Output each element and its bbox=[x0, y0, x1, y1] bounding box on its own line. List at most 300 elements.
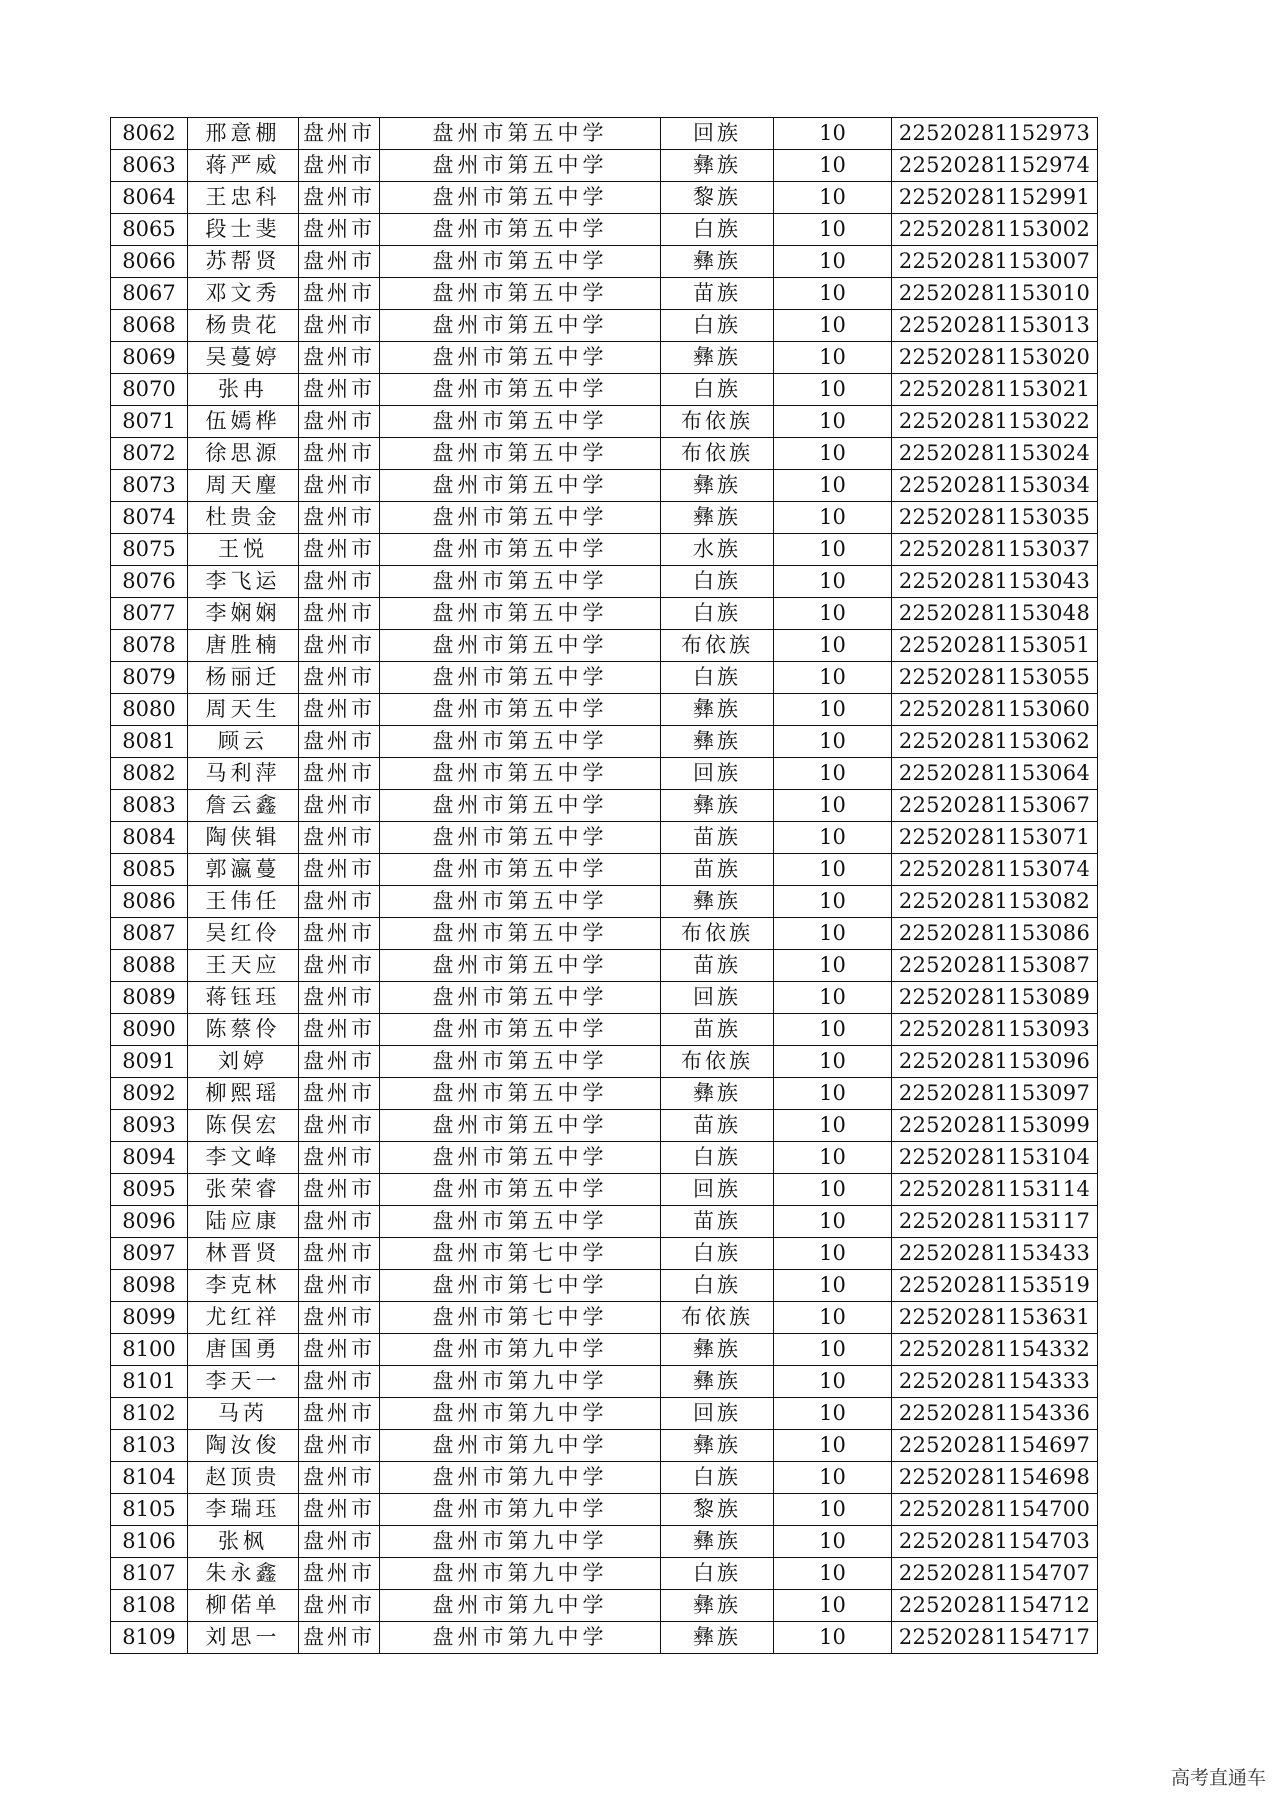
school-cell: 盘州市第七中学 bbox=[380, 1270, 661, 1302]
city-cell: 盘州市 bbox=[299, 1366, 380, 1398]
exam-id-cell: 22520281153007 bbox=[892, 246, 1098, 278]
city-cell: 盘州市 bbox=[299, 118, 380, 150]
grade-cell: 10 bbox=[774, 1622, 892, 1654]
student-name-cell: 马利萍 bbox=[188, 758, 299, 790]
serial-number-cell: 8082 bbox=[111, 758, 188, 790]
serial-number-cell: 8093 bbox=[111, 1110, 188, 1142]
student-name-cell: 朱永鑫 bbox=[188, 1558, 299, 1590]
exam-id-cell: 22520281154707 bbox=[892, 1558, 1098, 1590]
grade-cell: 10 bbox=[774, 1110, 892, 1142]
city-cell: 盘州市 bbox=[299, 1110, 380, 1142]
grade-cell: 10 bbox=[774, 982, 892, 1014]
student-name-cell: 蒋钰珏 bbox=[188, 982, 299, 1014]
grade-cell: 10 bbox=[774, 1174, 892, 1206]
ethnicity-cell: 彝族 bbox=[661, 1430, 774, 1462]
table-row bbox=[111, 982, 1098, 1014]
ethnicity-cell: 苗族 bbox=[661, 1014, 774, 1046]
student-name-cell: 唐胜楠 bbox=[188, 630, 299, 662]
exam-id-cell: 22520281153051 bbox=[892, 630, 1098, 662]
serial-number-cell: 8081 bbox=[111, 726, 188, 758]
exam-id-cell: 22520281153060 bbox=[892, 694, 1098, 726]
ethnicity-cell: 白族 bbox=[661, 1462, 774, 1494]
student-name-cell: 张枫 bbox=[188, 1526, 299, 1558]
student-name-cell: 唐国勇 bbox=[188, 1334, 299, 1366]
school-cell: 盘州市第五中学 bbox=[380, 438, 661, 470]
school-cell: 盘州市第九中学 bbox=[380, 1462, 661, 1494]
grade-cell: 10 bbox=[774, 950, 892, 982]
student-name-cell: 苏帮贤 bbox=[188, 246, 299, 278]
exam-id-cell: 22520281153071 bbox=[892, 822, 1098, 854]
school-cell: 盘州市第五中学 bbox=[380, 630, 661, 662]
table-row bbox=[111, 1078, 1098, 1110]
school-cell: 盘州市第五中学 bbox=[380, 1174, 661, 1206]
city-cell: 盘州市 bbox=[299, 1526, 380, 1558]
ethnicity-cell: 彝族 bbox=[661, 1590, 774, 1622]
student-name-cell: 邢意棚 bbox=[188, 118, 299, 150]
serial-number-cell: 8069 bbox=[111, 342, 188, 374]
student-name-cell: 陈蔡伶 bbox=[188, 1014, 299, 1046]
city-cell: 盘州市 bbox=[299, 886, 380, 918]
student-name-cell: 伍嫣桦 bbox=[188, 406, 299, 438]
serial-number-cell: 8085 bbox=[111, 854, 188, 886]
table-row bbox=[111, 566, 1098, 598]
table-row bbox=[111, 214, 1098, 246]
city-cell: 盘州市 bbox=[299, 246, 380, 278]
serial-number-cell: 8066 bbox=[111, 246, 188, 278]
city-cell: 盘州市 bbox=[299, 1398, 380, 1430]
student-name-cell: 刘婷 bbox=[188, 1046, 299, 1078]
serial-number-cell: 8089 bbox=[111, 982, 188, 1014]
table-row bbox=[111, 1558, 1098, 1590]
school-cell: 盘州市第五中学 bbox=[380, 790, 661, 822]
ethnicity-cell: 彝族 bbox=[661, 726, 774, 758]
city-cell: 盘州市 bbox=[299, 982, 380, 1014]
exam-id-cell: 22520281153064 bbox=[892, 758, 1098, 790]
school-cell: 盘州市第五中学 bbox=[380, 726, 661, 758]
table-row bbox=[111, 1110, 1098, 1142]
grade-cell: 10 bbox=[774, 150, 892, 182]
table-row bbox=[111, 438, 1098, 470]
table-row bbox=[111, 374, 1098, 406]
ethnicity-cell: 彝族 bbox=[661, 502, 774, 534]
school-cell: 盘州市第五中学 bbox=[380, 246, 661, 278]
city-cell: 盘州市 bbox=[299, 950, 380, 982]
exam-id-cell: 22520281153002 bbox=[892, 214, 1098, 246]
ethnicity-cell: 彝族 bbox=[661, 470, 774, 502]
school-cell: 盘州市第五中学 bbox=[380, 1078, 661, 1110]
serial-number-cell: 8072 bbox=[111, 438, 188, 470]
serial-number-cell: 8091 bbox=[111, 1046, 188, 1078]
grade-cell: 10 bbox=[774, 1046, 892, 1078]
exam-id-cell: 22520281153099 bbox=[892, 1110, 1098, 1142]
exam-id-cell: 22520281152973 bbox=[892, 118, 1098, 150]
city-cell: 盘州市 bbox=[299, 470, 380, 502]
school-cell: 盘州市第五中学 bbox=[380, 662, 661, 694]
city-cell: 盘州市 bbox=[299, 1078, 380, 1110]
serial-number-cell: 8083 bbox=[111, 790, 188, 822]
student-name-cell: 陶汝俊 bbox=[188, 1430, 299, 1462]
school-cell: 盘州市第五中学 bbox=[380, 886, 661, 918]
ethnicity-cell: 布依族 bbox=[661, 1046, 774, 1078]
serial-number-cell: 8065 bbox=[111, 214, 188, 246]
city-cell: 盘州市 bbox=[299, 1590, 380, 1622]
city-cell: 盘州市 bbox=[299, 1174, 380, 1206]
school-cell: 盘州市第九中学 bbox=[380, 1334, 661, 1366]
table-row bbox=[111, 950, 1098, 982]
grade-cell: 10 bbox=[774, 182, 892, 214]
ethnicity-cell: 苗族 bbox=[661, 950, 774, 982]
serial-number-cell: 8097 bbox=[111, 1238, 188, 1270]
school-cell: 盘州市第五中学 bbox=[380, 278, 661, 310]
table-row bbox=[111, 726, 1098, 758]
serial-number-cell: 8105 bbox=[111, 1494, 188, 1526]
student-name-cell: 王悦 bbox=[188, 534, 299, 566]
school-cell: 盘州市第五中学 bbox=[380, 1110, 661, 1142]
serial-number-cell: 8096 bbox=[111, 1206, 188, 1238]
city-cell: 盘州市 bbox=[299, 598, 380, 630]
school-cell: 盘州市第五中学 bbox=[380, 758, 661, 790]
grade-cell: 10 bbox=[774, 598, 892, 630]
student-name-cell: 林晋贤 bbox=[188, 1238, 299, 1270]
exam-id-cell: 22520281153631 bbox=[892, 1302, 1098, 1334]
exam-id-cell: 22520281153089 bbox=[892, 982, 1098, 1014]
city-cell: 盘州市 bbox=[299, 1014, 380, 1046]
ethnicity-cell: 苗族 bbox=[661, 1110, 774, 1142]
city-cell: 盘州市 bbox=[299, 1142, 380, 1174]
serial-number-cell: 8088 bbox=[111, 950, 188, 982]
grade-cell: 10 bbox=[774, 310, 892, 342]
school-cell: 盘州市第五中学 bbox=[380, 150, 661, 182]
student-name-cell: 邓文秀 bbox=[188, 278, 299, 310]
exam-id-cell: 22520281153093 bbox=[892, 1014, 1098, 1046]
exam-id-cell: 22520281153035 bbox=[892, 502, 1098, 534]
table-row bbox=[111, 1366, 1098, 1398]
city-cell: 盘州市 bbox=[299, 630, 380, 662]
student-name-cell: 李娴娴 bbox=[188, 598, 299, 630]
grade-cell: 10 bbox=[774, 278, 892, 310]
serial-number-cell: 8064 bbox=[111, 182, 188, 214]
grade-cell: 10 bbox=[774, 534, 892, 566]
exam-id-cell: 22520281153010 bbox=[892, 278, 1098, 310]
exam-id-cell: 22520281154336 bbox=[892, 1398, 1098, 1430]
exam-id-cell: 22520281153048 bbox=[892, 598, 1098, 630]
school-cell: 盘州市第五中学 bbox=[380, 982, 661, 1014]
ethnicity-cell: 回族 bbox=[661, 758, 774, 790]
school-cell: 盘州市第九中学 bbox=[380, 1590, 661, 1622]
table-row bbox=[111, 1590, 1098, 1622]
school-cell: 盘州市第五中学 bbox=[380, 374, 661, 406]
student-name-cell: 李飞运 bbox=[188, 566, 299, 598]
ethnicity-cell: 彝族 bbox=[661, 1526, 774, 1558]
exam-id-cell: 22520281154333 bbox=[892, 1366, 1098, 1398]
grade-cell: 10 bbox=[774, 118, 892, 150]
table-row bbox=[111, 342, 1098, 374]
student-name-cell: 段士斐 bbox=[188, 214, 299, 246]
student-name-cell: 杨贵花 bbox=[188, 310, 299, 342]
exam-id-cell: 22520281153117 bbox=[892, 1206, 1098, 1238]
city-cell: 盘州市 bbox=[299, 502, 380, 534]
city-cell: 盘州市 bbox=[299, 790, 380, 822]
school-cell: 盘州市第九中学 bbox=[380, 1494, 661, 1526]
exam-id-cell: 22520281152974 bbox=[892, 150, 1098, 182]
table-row bbox=[111, 886, 1098, 918]
city-cell: 盘州市 bbox=[299, 374, 380, 406]
exam-id-cell: 22520281153433 bbox=[892, 1238, 1098, 1270]
serial-number-cell: 8071 bbox=[111, 406, 188, 438]
exam-id-cell: 22520281153114 bbox=[892, 1174, 1098, 1206]
grade-cell: 10 bbox=[774, 1302, 892, 1334]
ethnicity-cell: 白族 bbox=[661, 1238, 774, 1270]
city-cell: 盘州市 bbox=[299, 1334, 380, 1366]
city-cell: 盘州市 bbox=[299, 1206, 380, 1238]
school-cell: 盘州市第九中学 bbox=[380, 1366, 661, 1398]
grade-cell: 10 bbox=[774, 1462, 892, 1494]
table-row bbox=[111, 278, 1098, 310]
table-row bbox=[111, 310, 1098, 342]
ethnicity-cell: 布依族 bbox=[661, 630, 774, 662]
serial-number-cell: 8094 bbox=[111, 1142, 188, 1174]
ethnicity-cell: 苗族 bbox=[661, 1206, 774, 1238]
table-row bbox=[111, 1014, 1098, 1046]
city-cell: 盘州市 bbox=[299, 182, 380, 214]
grade-cell: 10 bbox=[774, 662, 892, 694]
exam-id-cell: 22520281153024 bbox=[892, 438, 1098, 470]
student-name-cell: 吴红伶 bbox=[188, 918, 299, 950]
table-row bbox=[111, 790, 1098, 822]
student-name-cell: 张荣睿 bbox=[188, 1174, 299, 1206]
ethnicity-cell: 布依族 bbox=[661, 438, 774, 470]
student-name-cell: 王忠科 bbox=[188, 182, 299, 214]
grade-cell: 10 bbox=[774, 1494, 892, 1526]
serial-number-cell: 8070 bbox=[111, 374, 188, 406]
grade-cell: 10 bbox=[774, 214, 892, 246]
exam-id-cell: 22520281154717 bbox=[892, 1622, 1098, 1654]
exam-id-cell: 22520281152991 bbox=[892, 182, 1098, 214]
table-row bbox=[111, 1238, 1098, 1270]
ethnicity-cell: 彝族 bbox=[661, 694, 774, 726]
student-name-cell: 蒋严威 bbox=[188, 150, 299, 182]
grade-cell: 10 bbox=[774, 726, 892, 758]
exam-id-cell: 22520281154712 bbox=[892, 1590, 1098, 1622]
grade-cell: 10 bbox=[774, 630, 892, 662]
ethnicity-cell: 黎族 bbox=[661, 1494, 774, 1526]
table-row bbox=[111, 822, 1098, 854]
exam-id-cell: 22520281153037 bbox=[892, 534, 1098, 566]
serial-number-cell: 8109 bbox=[111, 1622, 188, 1654]
grade-cell: 10 bbox=[774, 1238, 892, 1270]
exam-id-cell: 22520281153062 bbox=[892, 726, 1098, 758]
student-name-cell: 杨丽迁 bbox=[188, 662, 299, 694]
school-cell: 盘州市第五中学 bbox=[380, 182, 661, 214]
table-row bbox=[111, 150, 1098, 182]
school-cell: 盘州市第五中学 bbox=[380, 918, 661, 950]
school-cell: 盘州市第五中学 bbox=[380, 1206, 661, 1238]
student-name-cell: 柳熙瑶 bbox=[188, 1078, 299, 1110]
table-row bbox=[111, 598, 1098, 630]
city-cell: 盘州市 bbox=[299, 1622, 380, 1654]
ethnicity-cell: 白族 bbox=[661, 598, 774, 630]
student-name-cell: 陶侠辑 bbox=[188, 822, 299, 854]
grade-cell: 10 bbox=[774, 1430, 892, 1462]
exam-id-cell: 22520281153097 bbox=[892, 1078, 1098, 1110]
city-cell: 盘州市 bbox=[299, 1462, 380, 1494]
grade-cell: 10 bbox=[774, 502, 892, 534]
school-cell: 盘州市第七中学 bbox=[380, 1238, 661, 1270]
table-row bbox=[111, 1302, 1098, 1334]
serial-number-cell: 8104 bbox=[111, 1462, 188, 1494]
grade-cell: 10 bbox=[774, 1366, 892, 1398]
table-row bbox=[111, 1430, 1098, 1462]
exam-id-cell: 22520281154332 bbox=[892, 1334, 1098, 1366]
exam-id-cell: 22520281153067 bbox=[892, 790, 1098, 822]
grade-cell: 10 bbox=[774, 1558, 892, 1590]
table-row bbox=[111, 246, 1098, 278]
student-name-cell: 陈俣宏 bbox=[188, 1110, 299, 1142]
table-row bbox=[111, 854, 1098, 886]
school-cell: 盘州市第五中学 bbox=[380, 822, 661, 854]
table-row bbox=[111, 662, 1098, 694]
school-cell: 盘州市第九中学 bbox=[380, 1398, 661, 1430]
student-name-cell: 周天生 bbox=[188, 694, 299, 726]
student-name-cell: 尤红祥 bbox=[188, 1302, 299, 1334]
ethnicity-cell: 彝族 bbox=[661, 246, 774, 278]
school-cell: 盘州市第九中学 bbox=[380, 1558, 661, 1590]
grade-cell: 10 bbox=[774, 374, 892, 406]
table-row bbox=[111, 758, 1098, 790]
grade-cell: 10 bbox=[774, 1206, 892, 1238]
table-row bbox=[111, 1622, 1098, 1654]
exam-id-cell: 22520281154698 bbox=[892, 1462, 1098, 1494]
ethnicity-cell: 白族 bbox=[661, 662, 774, 694]
ethnicity-cell: 布依族 bbox=[661, 406, 774, 438]
exam-id-cell: 22520281154703 bbox=[892, 1526, 1098, 1558]
student-name-cell: 徐思源 bbox=[188, 438, 299, 470]
grade-cell: 10 bbox=[774, 854, 892, 886]
city-cell: 盘州市 bbox=[299, 406, 380, 438]
exam-id-cell: 22520281153013 bbox=[892, 310, 1098, 342]
grade-cell: 10 bbox=[774, 246, 892, 278]
exam-id-cell: 22520281153022 bbox=[892, 406, 1098, 438]
ethnicity-cell: 彝族 bbox=[661, 150, 774, 182]
school-cell: 盘州市第五中学 bbox=[380, 310, 661, 342]
exam-id-cell: 22520281153082 bbox=[892, 886, 1098, 918]
serial-number-cell: 8101 bbox=[111, 1366, 188, 1398]
city-cell: 盘州市 bbox=[299, 854, 380, 886]
serial-number-cell: 8077 bbox=[111, 598, 188, 630]
table-row bbox=[111, 1334, 1098, 1366]
table-row bbox=[111, 1526, 1098, 1558]
city-cell: 盘州市 bbox=[299, 214, 380, 246]
city-cell: 盘州市 bbox=[299, 1558, 380, 1590]
school-cell: 盘州市第五中学 bbox=[380, 406, 661, 438]
exam-id-cell: 22520281153519 bbox=[892, 1270, 1098, 1302]
city-cell: 盘州市 bbox=[299, 1046, 380, 1078]
serial-number-cell: 8092 bbox=[111, 1078, 188, 1110]
student-name-cell: 马芮 bbox=[188, 1398, 299, 1430]
exam-id-cell: 22520281153043 bbox=[892, 566, 1098, 598]
grade-cell: 10 bbox=[774, 822, 892, 854]
ethnicity-cell: 水族 bbox=[661, 534, 774, 566]
grade-cell: 10 bbox=[774, 1142, 892, 1174]
ethnicity-cell: 布依族 bbox=[661, 1302, 774, 1334]
school-cell: 盘州市第九中学 bbox=[380, 1430, 661, 1462]
student-name-cell: 杜贵金 bbox=[188, 502, 299, 534]
table-row bbox=[111, 694, 1098, 726]
city-cell: 盘州市 bbox=[299, 566, 380, 598]
ethnicity-cell: 彝族 bbox=[661, 1366, 774, 1398]
table-row bbox=[111, 1494, 1098, 1526]
school-cell: 盘州市第五中学 bbox=[380, 694, 661, 726]
student-name-cell: 柳偌单 bbox=[188, 1590, 299, 1622]
serial-number-cell: 8103 bbox=[111, 1430, 188, 1462]
exam-id-cell: 22520281153055 bbox=[892, 662, 1098, 694]
ethnicity-cell: 回族 bbox=[661, 118, 774, 150]
student-name-cell: 吴蔓婷 bbox=[188, 342, 299, 374]
serial-number-cell: 8086 bbox=[111, 886, 188, 918]
grade-cell: 10 bbox=[774, 1014, 892, 1046]
serial-number-cell: 8078 bbox=[111, 630, 188, 662]
serial-number-cell: 8100 bbox=[111, 1334, 188, 1366]
school-cell: 盘州市第五中学 bbox=[380, 598, 661, 630]
serial-number-cell: 8067 bbox=[111, 278, 188, 310]
student-name-cell: 李文峰 bbox=[188, 1142, 299, 1174]
grade-cell: 10 bbox=[774, 886, 892, 918]
ethnicity-cell: 白族 bbox=[661, 566, 774, 598]
grade-cell: 10 bbox=[774, 406, 892, 438]
table-row bbox=[111, 1206, 1098, 1238]
student-name-cell: 王天应 bbox=[188, 950, 299, 982]
table-row bbox=[111, 1462, 1098, 1494]
ethnicity-cell: 苗族 bbox=[661, 278, 774, 310]
serial-number-cell: 8079 bbox=[111, 662, 188, 694]
student-roster-table bbox=[110, 117, 1098, 1654]
school-cell: 盘州市第五中学 bbox=[380, 950, 661, 982]
exam-id-cell: 22520281154700 bbox=[892, 1494, 1098, 1526]
student-name-cell: 张冉 bbox=[188, 374, 299, 406]
city-cell: 盘州市 bbox=[299, 278, 380, 310]
table-row bbox=[111, 470, 1098, 502]
student-name-cell: 周天麈 bbox=[188, 470, 299, 502]
school-cell: 盘州市第九中学 bbox=[380, 1526, 661, 1558]
school-cell: 盘州市第五中学 bbox=[380, 534, 661, 566]
school-cell: 盘州市第九中学 bbox=[380, 1622, 661, 1654]
city-cell: 盘州市 bbox=[299, 150, 380, 182]
table-row bbox=[111, 118, 1098, 150]
serial-number-cell: 8080 bbox=[111, 694, 188, 726]
serial-number-cell: 8106 bbox=[111, 1526, 188, 1558]
grade-cell: 10 bbox=[774, 1078, 892, 1110]
ethnicity-cell: 回族 bbox=[661, 982, 774, 1014]
grade-cell: 10 bbox=[774, 1526, 892, 1558]
ethnicity-cell: 白族 bbox=[661, 374, 774, 406]
city-cell: 盘州市 bbox=[299, 918, 380, 950]
watermark: 高考直通车 bbox=[1170, 1767, 1266, 1789]
exam-id-cell: 22520281153104 bbox=[892, 1142, 1098, 1174]
ethnicity-cell: 白族 bbox=[661, 1270, 774, 1302]
ethnicity-cell: 彝族 bbox=[661, 342, 774, 374]
city-cell: 盘州市 bbox=[299, 1494, 380, 1526]
grade-cell: 10 bbox=[774, 1270, 892, 1302]
city-cell: 盘州市 bbox=[299, 662, 380, 694]
ethnicity-cell: 黎族 bbox=[661, 182, 774, 214]
ethnicity-cell: 白族 bbox=[661, 310, 774, 342]
ethnicity-cell: 彝族 bbox=[661, 886, 774, 918]
city-cell: 盘州市 bbox=[299, 342, 380, 374]
student-name-cell: 王伟任 bbox=[188, 886, 299, 918]
student-name-cell: 詹云鑫 bbox=[188, 790, 299, 822]
city-cell: 盘州市 bbox=[299, 438, 380, 470]
ethnicity-cell: 彝族 bbox=[661, 790, 774, 822]
